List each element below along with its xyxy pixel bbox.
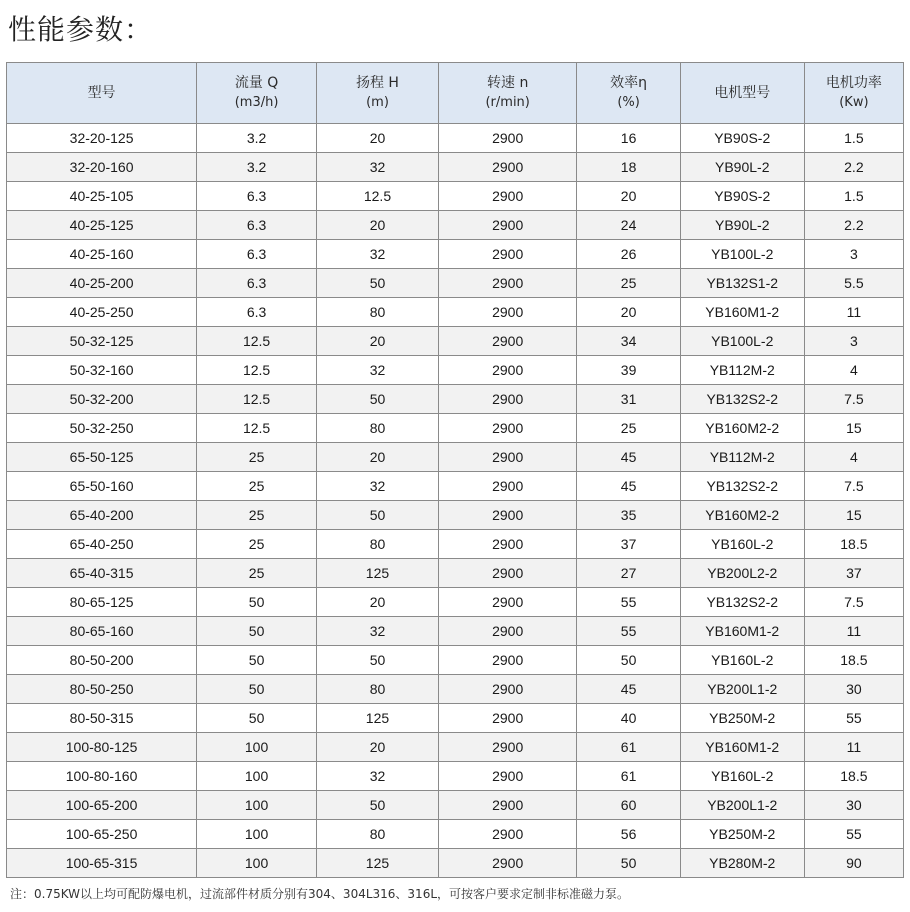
table-row — [7, 675, 904, 704]
cell-efficiency: 37 — [577, 530, 680, 559]
cell-efficiency: 45 — [577, 675, 680, 704]
cell-speed: 2900 — [438, 646, 576, 675]
cell-speed: 2900 — [438, 298, 576, 327]
cell-efficiency: 50 — [577, 849, 680, 878]
table-row — [7, 211, 904, 240]
table-row — [7, 414, 904, 443]
table-row — [7, 385, 904, 414]
cell-speed: 2900 — [438, 501, 576, 530]
cell-flow: 100 — [197, 762, 317, 791]
cell-flow: 3.2 — [197, 124, 317, 153]
table-row — [7, 762, 904, 791]
cell-head: 50 — [317, 646, 439, 675]
header-unit: (m3/h) — [234, 95, 279, 110]
cell-motor-model: YB90S-2 — [680, 182, 804, 211]
cell-flow: 12.5 — [197, 414, 317, 443]
cell-flow: 50 — [197, 617, 317, 646]
cell-motor-model: YB160M2-2 — [680, 414, 804, 443]
cell-efficiency: 61 — [577, 733, 680, 762]
cell-flow: 12.5 — [197, 356, 317, 385]
table-row — [7, 153, 904, 182]
table-row — [7, 559, 904, 588]
table-header-row — [7, 63, 904, 124]
cell-efficiency: 35 — [577, 501, 680, 530]
cell-efficiency: 61 — [577, 762, 680, 791]
cell-model: 100-65-315 — [7, 849, 197, 878]
table-row — [7, 443, 904, 472]
table-row — [7, 791, 904, 820]
cell-model: 100-65-250 — [7, 820, 197, 849]
cell-efficiency: 26 — [577, 240, 680, 269]
page-title: 性能参数： — [8, 13, 154, 46]
header-head — [317, 63, 439, 124]
cell-model: 65-40-250 — [7, 530, 197, 559]
cell-motor-model: YB160L-2 — [680, 530, 804, 559]
header-label: 效率η — [610, 75, 648, 91]
cell-flow: 50 — [197, 704, 317, 733]
cell-model: 40-25-125 — [7, 211, 197, 240]
cell-efficiency: 40 — [577, 704, 680, 733]
header-label: 流量 Q — [234, 75, 279, 91]
cell-motor-model: YB132S1-2 — [680, 269, 804, 298]
header-motor-power — [804, 63, 903, 124]
cell-motor-power: 15 — [804, 414, 903, 443]
cell-motor-model: YB200L2-2 — [680, 559, 804, 588]
cell-motor-power: 11 — [804, 298, 903, 327]
cell-model: 65-40-200 — [7, 501, 197, 530]
table-row — [7, 182, 904, 211]
cell-speed: 2900 — [438, 791, 576, 820]
cell-motor-model: YB160M1-2 — [680, 617, 804, 646]
header-label: 转速 n — [487, 75, 529, 91]
cell-model: 100-80-160 — [7, 762, 197, 791]
cell-head: 32 — [317, 240, 439, 269]
cell-motor-power: 4 — [804, 356, 903, 385]
table-row — [7, 646, 904, 675]
cell-speed: 2900 — [438, 472, 576, 501]
cell-speed: 2900 — [438, 733, 576, 762]
cell-motor-model: YB132S2-2 — [680, 472, 804, 501]
table-row — [7, 240, 904, 269]
cell-model: 100-80-125 — [7, 733, 197, 762]
cell-motor-power: 7.5 — [804, 472, 903, 501]
cell-motor-model: YB160M1-2 — [680, 298, 804, 327]
cell-flow: 25 — [197, 443, 317, 472]
cell-head: 50 — [317, 791, 439, 820]
cell-flow: 50 — [197, 675, 317, 704]
header-motor-model — [680, 63, 804, 124]
cell-model: 65-50-125 — [7, 443, 197, 472]
cell-motor-power: 1.5 — [804, 182, 903, 211]
cell-speed: 2900 — [438, 762, 576, 791]
table-row — [7, 327, 904, 356]
table-row — [7, 472, 904, 501]
cell-head: 80 — [317, 298, 439, 327]
cell-motor-model: YB112M-2 — [680, 443, 804, 472]
cell-efficiency: 55 — [577, 588, 680, 617]
cell-motor-power: 37 — [804, 559, 903, 588]
cell-head: 125 — [317, 559, 439, 588]
cell-head: 125 — [317, 849, 439, 878]
cell-speed: 2900 — [438, 269, 576, 298]
cell-model: 40-25-105 — [7, 182, 197, 211]
header-label: 电机功率 — [825, 75, 882, 91]
cell-flow: 25 — [197, 559, 317, 588]
cell-head: 80 — [317, 414, 439, 443]
table-body — [7, 124, 904, 878]
cell-efficiency: 39 — [577, 356, 680, 385]
cell-motor-model: YB250M-2 — [680, 704, 804, 733]
cell-efficiency: 56 — [577, 820, 680, 849]
cell-flow: 100 — [197, 733, 317, 762]
header-label: 电机型号 — [714, 85, 771, 101]
cell-motor-model: YB200L1-2 — [680, 791, 804, 820]
header-model — [7, 63, 197, 124]
cell-head: 125 — [317, 704, 439, 733]
cell-head: 20 — [317, 588, 439, 617]
cell-motor-model: YB90L-2 — [680, 153, 804, 182]
cell-head: 20 — [317, 211, 439, 240]
cell-motor-model: YB100L-2 — [680, 327, 804, 356]
cell-speed: 2900 — [438, 211, 576, 240]
cell-flow: 3.2 — [197, 153, 317, 182]
cell-motor-power: 7.5 — [804, 588, 903, 617]
cell-flow: 25 — [197, 501, 317, 530]
cell-speed: 2900 — [438, 356, 576, 385]
cell-head: 32 — [317, 617, 439, 646]
cell-speed: 2900 — [438, 414, 576, 443]
table-row — [7, 733, 904, 762]
cell-motor-model: YB90S-2 — [680, 124, 804, 153]
header-unit: (%) — [617, 95, 640, 110]
cell-efficiency: 27 — [577, 559, 680, 588]
cell-motor-power: 18.5 — [804, 646, 903, 675]
cell-model: 50-32-125 — [7, 327, 197, 356]
cell-efficiency: 25 — [577, 269, 680, 298]
cell-flow: 25 — [197, 530, 317, 559]
cell-model: 50-32-200 — [7, 385, 197, 414]
table-row — [7, 530, 904, 559]
cell-speed: 2900 — [438, 153, 576, 182]
cell-head: 50 — [317, 385, 439, 414]
header-unit: (r/min) — [485, 95, 530, 110]
cell-motor-model: YB132S2-2 — [680, 385, 804, 414]
cell-speed: 2900 — [438, 327, 576, 356]
table-row — [7, 849, 904, 878]
cell-flow: 25 — [197, 472, 317, 501]
cell-head: 32 — [317, 153, 439, 182]
cell-model: 100-65-200 — [7, 791, 197, 820]
cell-motor-power: 30 — [804, 675, 903, 704]
cell-motor-power: 55 — [804, 704, 903, 733]
cell-speed: 2900 — [438, 124, 576, 153]
cell-motor-model: YB90L-2 — [680, 211, 804, 240]
cell-motor-model: YB250M-2 — [680, 820, 804, 849]
cell-model: 32-20-125 — [7, 124, 197, 153]
cell-motor-model: YB280M-2 — [680, 849, 804, 878]
cell-speed: 2900 — [438, 530, 576, 559]
cell-motor-model: YB112M-2 — [680, 356, 804, 385]
cell-head: 20 — [317, 124, 439, 153]
cell-head: 80 — [317, 820, 439, 849]
cell-head: 20 — [317, 327, 439, 356]
cell-motor-power: 30 — [804, 791, 903, 820]
cell-motor-model: YB160M2-2 — [680, 501, 804, 530]
cell-speed: 2900 — [438, 588, 576, 617]
cell-motor-model: YB160L-2 — [680, 646, 804, 675]
cell-model: 80-50-200 — [7, 646, 197, 675]
cell-motor-power: 11 — [804, 617, 903, 646]
cell-motor-power: 1.5 — [804, 124, 903, 153]
cell-speed: 2900 — [438, 240, 576, 269]
cell-head: 32 — [317, 762, 439, 791]
cell-efficiency: 18 — [577, 153, 680, 182]
cell-speed: 2900 — [438, 182, 576, 211]
cell-flow: 6.3 — [197, 298, 317, 327]
cell-motor-power: 5.5 — [804, 269, 903, 298]
header-flow — [197, 63, 317, 124]
cell-speed: 2900 — [438, 617, 576, 646]
cell-model: 40-25-250 — [7, 298, 197, 327]
header-speed — [438, 63, 576, 124]
cell-speed: 2900 — [438, 443, 576, 472]
cell-motor-power: 18.5 — [804, 762, 903, 791]
cell-efficiency: 20 — [577, 182, 680, 211]
cell-flow: 50 — [197, 646, 317, 675]
cell-speed: 2900 — [438, 704, 576, 733]
cell-flow: 6.3 — [197, 211, 317, 240]
cell-flow: 100 — [197, 791, 317, 820]
cell-model: 50-32-160 — [7, 356, 197, 385]
cell-motor-power: 15 — [804, 501, 903, 530]
cell-speed: 2900 — [438, 675, 576, 704]
cell-efficiency: 45 — [577, 472, 680, 501]
cell-head: 32 — [317, 472, 439, 501]
cell-speed: 2900 — [438, 559, 576, 588]
cell-efficiency: 55 — [577, 617, 680, 646]
cell-flow: 12.5 — [197, 385, 317, 414]
cell-efficiency: 60 — [577, 791, 680, 820]
cell-head: 20 — [317, 733, 439, 762]
table-row — [7, 501, 904, 530]
cell-motor-model: YB100L-2 — [680, 240, 804, 269]
cell-model: 40-25-200 — [7, 269, 197, 298]
cell-flow: 6.3 — [197, 182, 317, 211]
cell-motor-model: YB160L-2 — [680, 762, 804, 791]
cell-motor-power: 7.5 — [804, 385, 903, 414]
cell-model: 40-25-160 — [7, 240, 197, 269]
header-unit: (m) — [366, 95, 389, 110]
cell-model: 65-40-315 — [7, 559, 197, 588]
cell-flow: 50 — [197, 588, 317, 617]
cell-model: 50-32-250 — [7, 414, 197, 443]
cell-motor-power: 2.2 — [804, 211, 903, 240]
header-efficiency — [577, 63, 680, 124]
table-row — [7, 704, 904, 733]
cell-model: 80-65-125 — [7, 588, 197, 617]
cell-efficiency: 45 — [577, 443, 680, 472]
header-unit: (Kw) — [839, 95, 869, 110]
footnote: 注：0.75KW以上均可配防爆电机，过流部件材质分别有304、304L316、316L，可按客户要求定制非标准磁力泵。 — [10, 887, 630, 901]
table-row — [7, 356, 904, 385]
table-row — [7, 588, 904, 617]
cell-flow: 6.3 — [197, 269, 317, 298]
performance-table — [6, 62, 904, 878]
cell-head: 20 — [317, 443, 439, 472]
table-row — [7, 298, 904, 327]
cell-motor-power: 55 — [804, 820, 903, 849]
table-row — [7, 820, 904, 849]
cell-head: 12.5 — [317, 182, 439, 211]
cell-efficiency: 34 — [577, 327, 680, 356]
header-label: 型号 — [87, 85, 116, 101]
cell-motor-power: 2.2 — [804, 153, 903, 182]
cell-model: 80-50-315 — [7, 704, 197, 733]
cell-model: 80-65-160 — [7, 617, 197, 646]
cell-motor-model: YB132S2-2 — [680, 588, 804, 617]
cell-efficiency: 24 — [577, 211, 680, 240]
cell-model: 32-20-160 — [7, 153, 197, 182]
cell-speed: 2900 — [438, 849, 576, 878]
cell-model: 80-50-250 — [7, 675, 197, 704]
cell-head: 80 — [317, 675, 439, 704]
cell-head: 32 — [317, 356, 439, 385]
cell-model: 65-50-160 — [7, 472, 197, 501]
cell-motor-model: YB200L1-2 — [680, 675, 804, 704]
table-row — [7, 617, 904, 646]
header-label: 扬程 H — [355, 75, 399, 91]
cell-head: 80 — [317, 530, 439, 559]
cell-speed: 2900 — [438, 385, 576, 414]
cell-flow: 100 — [197, 820, 317, 849]
cell-efficiency: 20 — [577, 298, 680, 327]
cell-motor-power: 18.5 — [804, 530, 903, 559]
cell-flow: 100 — [197, 849, 317, 878]
cell-flow: 12.5 — [197, 327, 317, 356]
cell-motor-power: 11 — [804, 733, 903, 762]
cell-head: 50 — [317, 269, 439, 298]
cell-motor-power: 4 — [804, 443, 903, 472]
cell-motor-model: YB160M1-2 — [680, 733, 804, 762]
cell-efficiency: 16 — [577, 124, 680, 153]
table-row — [7, 269, 904, 298]
cell-head: 50 — [317, 501, 439, 530]
cell-efficiency: 25 — [577, 414, 680, 443]
cell-flow: 6.3 — [197, 240, 317, 269]
cell-motor-power: 90 — [804, 849, 903, 878]
cell-efficiency: 50 — [577, 646, 680, 675]
cell-efficiency: 31 — [577, 385, 680, 414]
cell-speed: 2900 — [438, 820, 576, 849]
cell-motor-power: 3 — [804, 240, 903, 269]
table-row — [7, 124, 904, 153]
cell-motor-power: 3 — [804, 327, 903, 356]
